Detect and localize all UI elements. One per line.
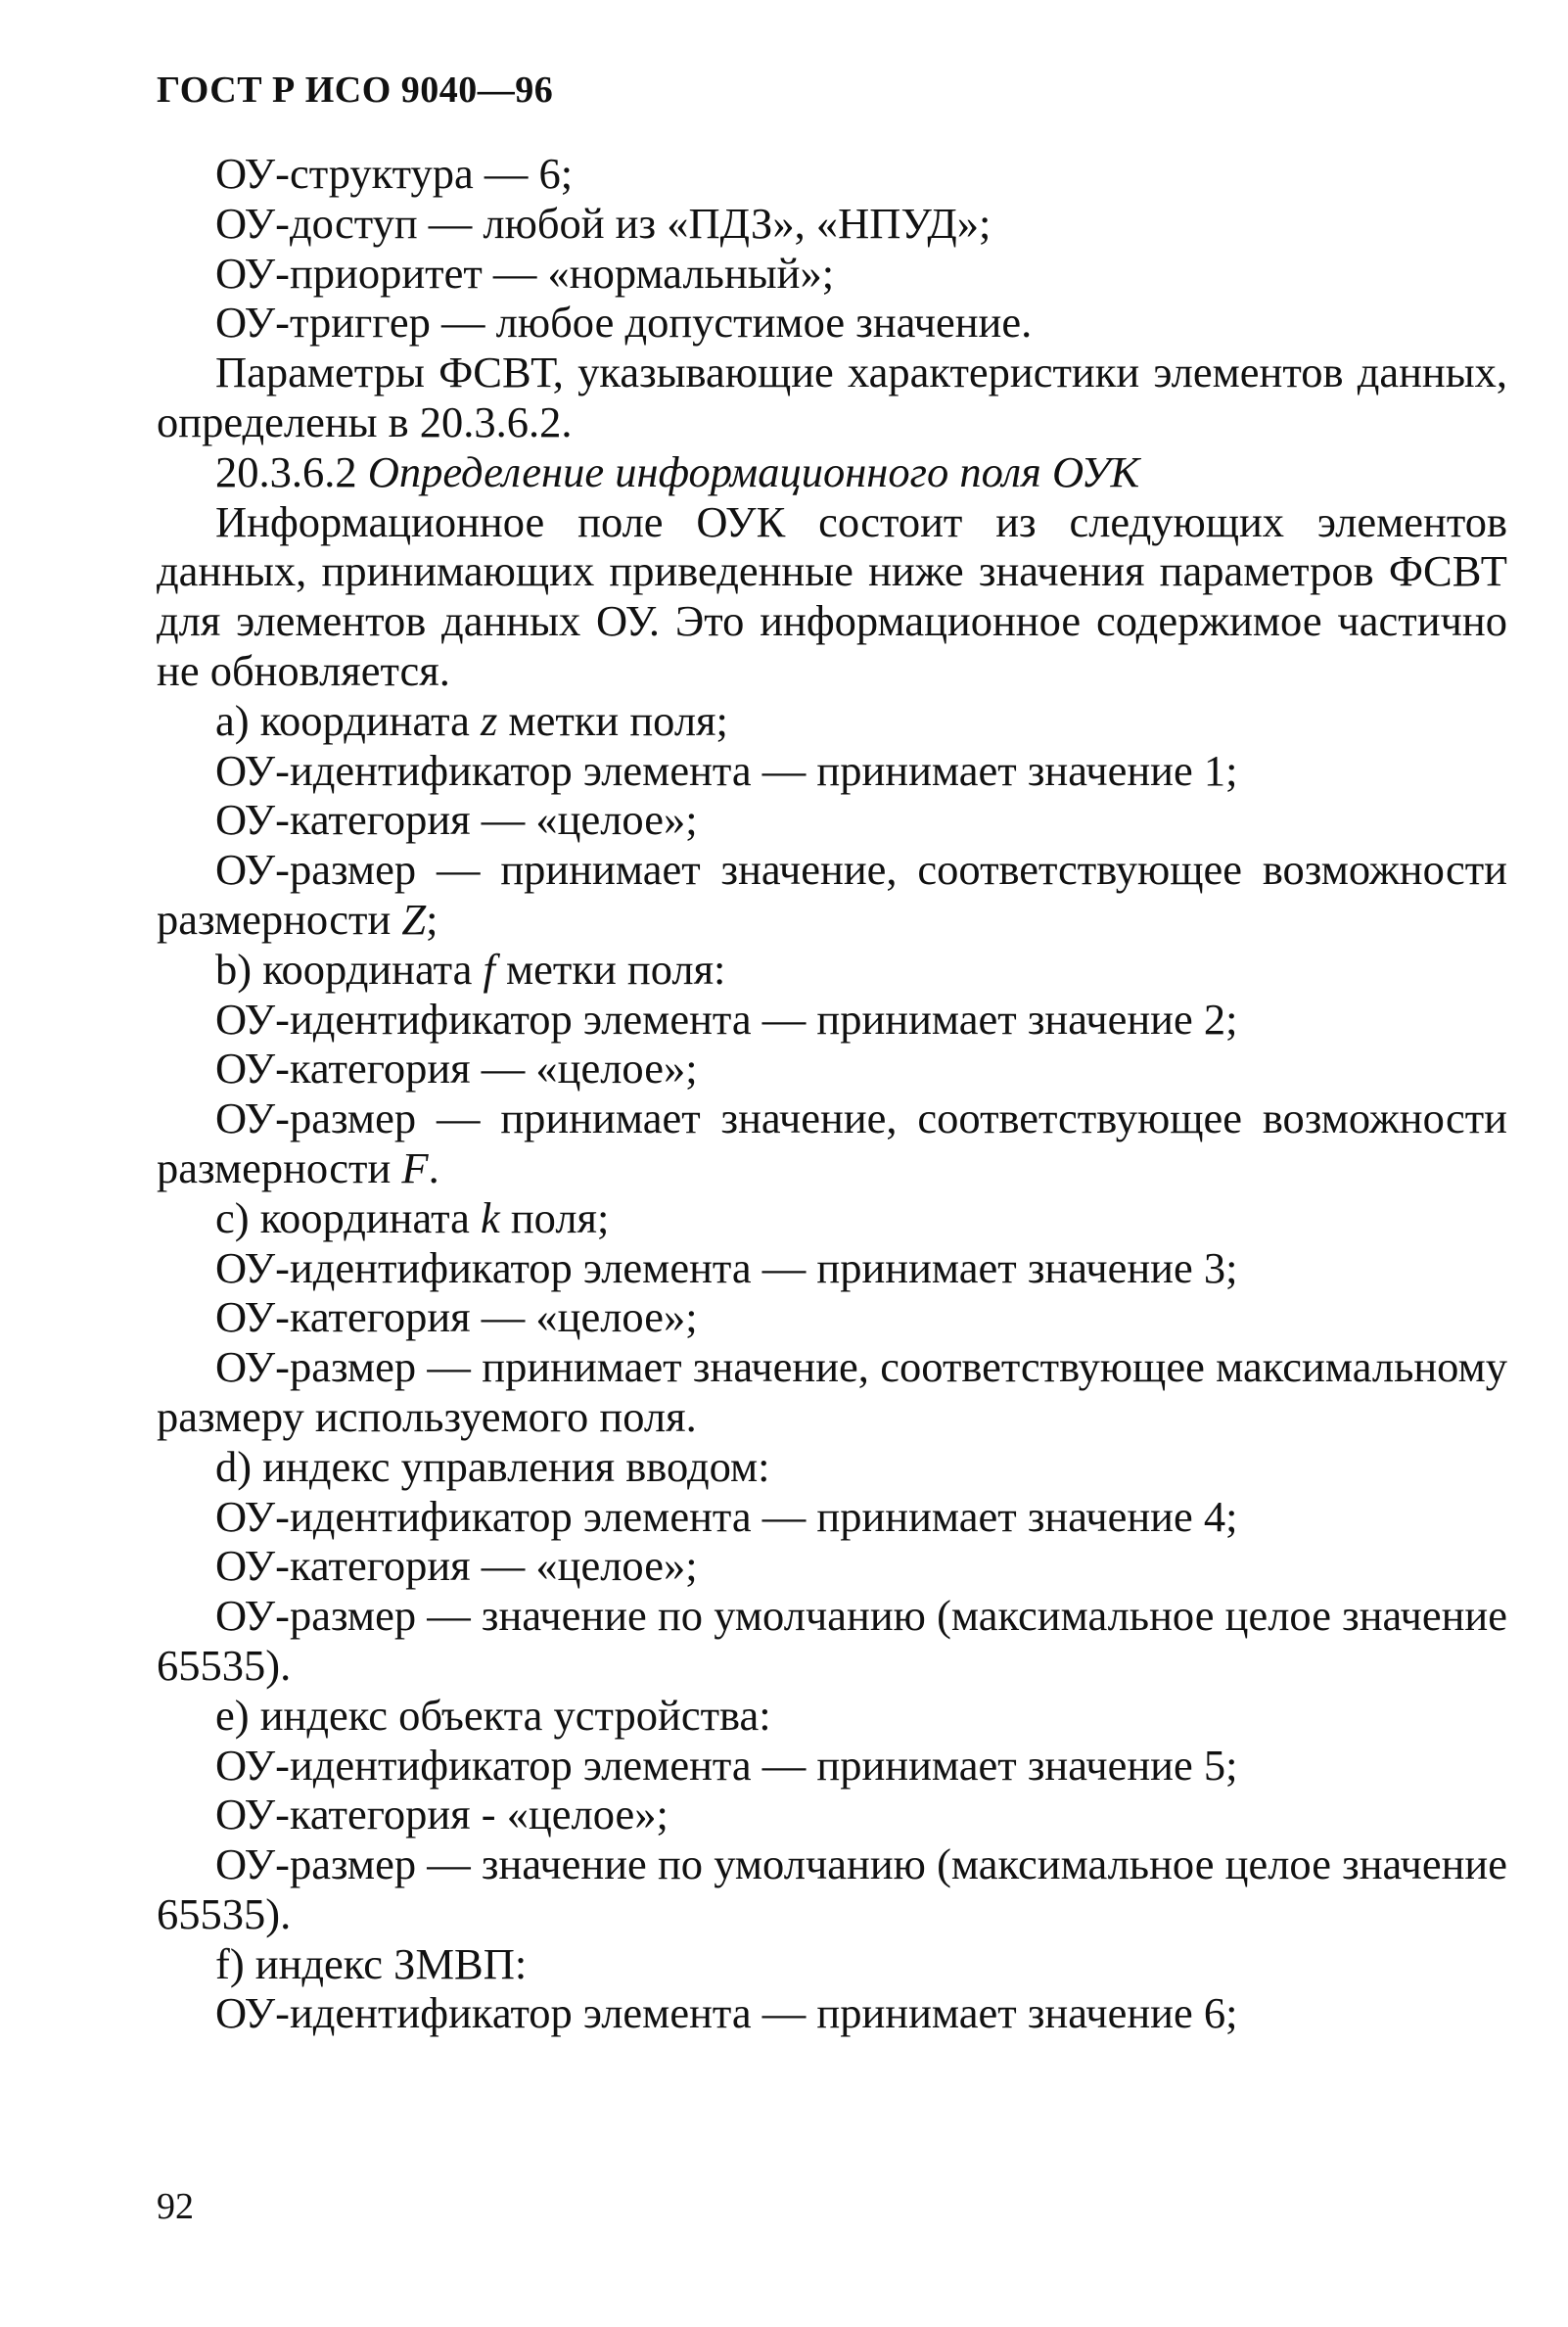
body-text: [157, 149, 1507, 2038]
paragraph: ОУ-идентификатор элемента — принимает значение 6;: [215, 1988, 1238, 2038]
list-item: f) индекс ЗМВП:: [215, 1938, 528, 1988]
paragraph: ОУ-идентификатор элемента — принимает значение 2;: [215, 994, 1238, 1044]
section-title: Определение информационного поля ОУК: [367, 446, 1139, 496]
list-item: d) индекс управления вводом:: [215, 1441, 770, 1491]
variable: F: [401, 1142, 429, 1192]
paragraph: ОУ-размер — принимает значение, соответствующее максимальному размеру используемого поля.: [157, 1342, 1507, 1441]
list-item: e) индекс объекта устройства:: [215, 1690, 771, 1740]
paragraph: ОУ-категория — «целое»;: [215, 795, 698, 845]
paragraph: ОУ-размер — значение по умолчанию (максимальное целое значение 65535).: [157, 1839, 1507, 1938]
paragraph: ОУ-размер — значение по умолчанию (максимальное целое значение 65535).: [157, 1591, 1507, 1690]
paragraph: ОУ-идентификатор элемента — принимает значение 5;: [215, 1740, 1238, 1790]
paragraph: ОУ-доступ — любой из «ПДЗ», «НПУД»;: [215, 198, 992, 248]
paragraph: ОУ-идентификатор элемента — принимает значение 3;: [215, 1242, 1238, 1292]
paragraph: ОУ-идентификатор элемента — принимает значение 1;: [215, 745, 1238, 795]
section-number: 20.3.6.2: [215, 446, 357, 496]
variable: f: [483, 944, 495, 994]
paragraph: ОУ-категория — «целое»;: [215, 1044, 698, 1094]
paragraph: ОУ-структура — 6;: [215, 149, 574, 198]
paragraph: ОУ-категория - «целое»;: [215, 1790, 669, 1839]
paragraph: ОУ-категория — «целое»;: [215, 1541, 698, 1591]
standard-header: ГОСТ Р ИСО 9040—96: [157, 70, 554, 111]
paragraph: ОУ-триггер — любое допустимое значение.: [215, 298, 1033, 348]
variable: k: [480, 1192, 500, 1242]
paragraph: ОУ-категория — «целое»;: [215, 1292, 698, 1342]
paragraph: ОУ-приоритет — «нормальный»;: [215, 248, 835, 298]
page-number: 92: [157, 2186, 194, 2227]
paragraph: ОУ-размер — принимает значение, соответствующее возможности размерности Z;: [157, 845, 1507, 944]
section-heading: [157, 447, 1507, 497]
list-item: c) координата k поля;: [215, 1192, 610, 1242]
paragraph: ОУ-идентификатор элемента — принимает значение 4;: [215, 1491, 1238, 1541]
paragraph: Параметры ФСВТ, указывающие характеристики элементов данных, определены в 20.3.6.2.: [157, 348, 1507, 446]
list-item: a) координата z метки поля;: [215, 695, 728, 745]
paragraph: Информационное поле ОУК состоит из следующих элементов данных, принимающих приведенные ниже значения параметров ФСВТ для элементов данных ОУ. Это информационное содержимое частично не обновляется.: [157, 496, 1507, 695]
paragraph: ОУ-размер — принимает значение, соответствующее возможности размерности F.: [157, 1094, 1507, 1192]
variable: z: [480, 695, 498, 745]
variable: Z: [401, 894, 427, 944]
list-item: b) координата f метки поля:: [215, 944, 726, 994]
